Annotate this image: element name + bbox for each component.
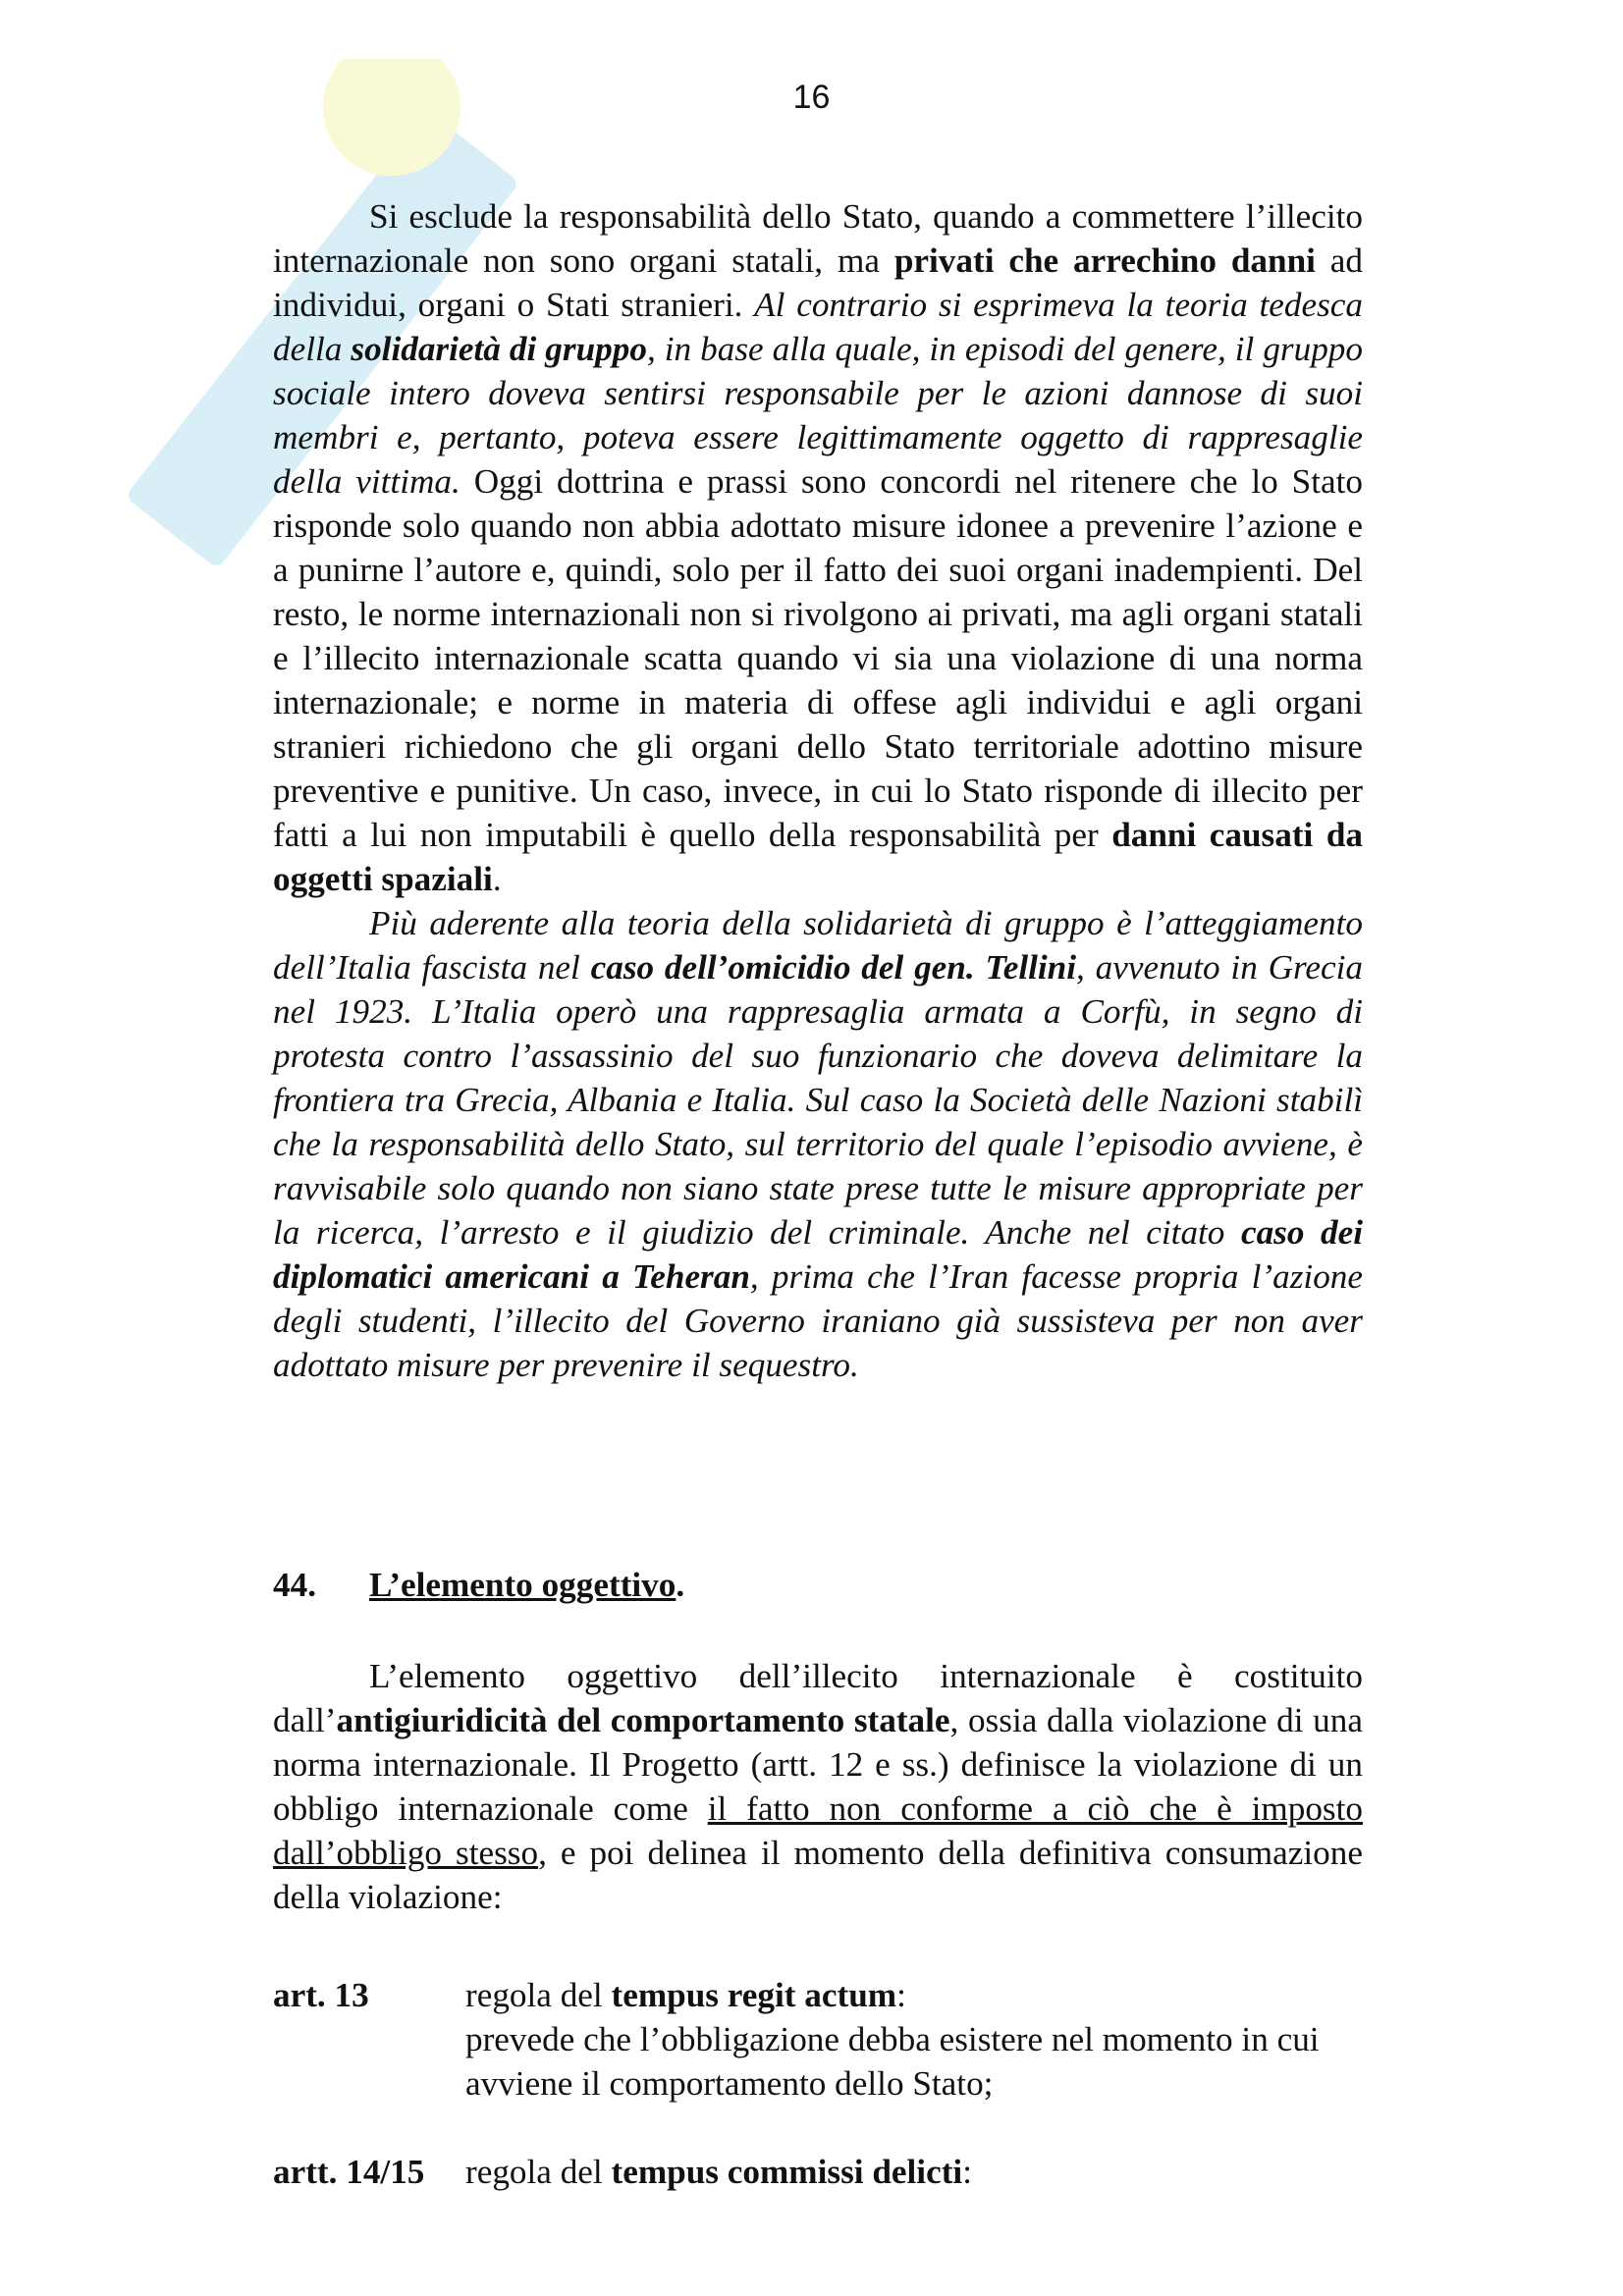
- italic-run: , prima che l’Iran facesse propria l’azione degli studenti, l’illecito del Governo iraniano già sussisteva per non aver adottato misure per prevenire il sequestro.: [273, 1257, 1363, 1384]
- paragraph-3: [273, 1654, 1363, 1919]
- page-number: 16: [792, 79, 831, 116]
- section-body: [273, 1654, 1363, 1919]
- bold-run: tempus regit actum: [611, 1976, 897, 2014]
- underlined-run: il fatto non conforme a ciò che è imposto dall’obbligo stesso: [273, 1789, 1364, 1872]
- text-run: prevede che l’obbligazione debba esistere nel momento in cui avviene il comportamento dello Stato;: [465, 2020, 1320, 2103]
- section-heading: [273, 1566, 684, 1605]
- text-run: ad individui, organi o Stati stranieri.: [273, 241, 1364, 324]
- section-number: 44.: [273, 1566, 316, 1604]
- paragraph-2: [273, 901, 1363, 1387]
- body-text: [273, 194, 1363, 1387]
- bold-run: antigiuridicità del comportamento statale: [336, 1701, 950, 1739]
- paragraph-1: [273, 194, 1363, 901]
- text-run: Si esclude la responsabilità dello Stato, quando a commettere l’illecito internazionale non sono organi statali, ma: [273, 197, 1363, 280]
- text-run: , e poi delinea il momento della definitiva consumazione della violazione:: [273, 1834, 1363, 1916]
- italic-run: , avvenuto in Grecia nel 1923. L’Italia operò una rappresaglia armata a Corfù, in segno di protesta contro l’assassinio del suo funzionario che doveva delimitare la frontiera tra Grecia, Albania e Italia. Sul caso la Società delle Nazioni stabilì che la responsabilità dello Stato, sul territorio del quale l’episodio avviene, è ravvisabile solo quando non siano state prese tutte le misure appropriate per la ricerca, l’arresto e il giudizio del criminale. Anche nel citato: [273, 948, 1364, 1252]
- italic-run: Al contrario si esprimeva la teoria tedesca della: [273, 286, 1363, 368]
- article-term: artt. 14/15: [273, 2153, 425, 2191]
- text-run: .: [492, 860, 502, 898]
- italic-run: Più aderente alla teoria della solidarietà di gruppo è l’atteggiamento dell’Italia fascista nel: [273, 904, 1363, 987]
- bold-italic-run: caso dei diplomatici americani a Teheran: [273, 1213, 1363, 1296]
- section-title: L’elemento oggettivo: [369, 1566, 676, 1604]
- bold-italic-run: caso dell’omicidio del gen. Tellini: [590, 948, 1077, 987]
- text-run: :: [962, 2153, 972, 2191]
- text-run: :: [896, 1976, 906, 2014]
- text-run: regola del: [465, 1976, 612, 2014]
- bold-run: tempus commissi delicti: [611, 2153, 963, 2191]
- text-run: regola del: [465, 2153, 612, 2191]
- text-run: , ossia dalla violazione di una norma internazionale. Il Progetto (artt. 12 e ss.) definisce la violazione di un obbligo internazionale come: [273, 1701, 1363, 1828]
- italic-run: , in base alla quale, in episodi del genere, il gruppo sociale intero doveva sentirsi responsabile per le azioni dannose di suoi membri e, pertanto, poteva essere legittimamente oggetto di rappresaglie della vittima.: [273, 330, 1363, 501]
- bold-run: danni causati da oggetti spaziali: [273, 816, 1363, 898]
- section-title-period: .: [676, 1566, 685, 1604]
- text-run: L’elemento oggettivo dell’illecito internazionale è costituito dall’: [273, 1657, 1363, 1739]
- text-run: Oggi dottrina e prassi sono concordi nel ritenere che lo Stato risponde solo quando non abbia adottato misure idonee a prevenire l’azione e a punirne l’autore e, quindi, solo per il fatto dei suoi organi inadempienti. Del resto, le norme internazionali non si rivolgono ai privati, ma agli organi statali e l’illecito internazionale scatta quando vi sia una violazione di una norma internazionale; e norme in materia di offese agli individui e agli organi stranieri richiedono che gli organi dello Stato territoriale adottino misure preventive e punitive. Un caso, invece, in cui lo Stato risponde di illecito per fatti a lui non imputabili è quello della responsabilità per: [273, 462, 1363, 854]
- article-term: art. 13: [273, 1976, 369, 2014]
- bold-italic-run: solidarietà di gruppo: [351, 330, 647, 368]
- article-description: [465, 1973, 1363, 2106]
- article-description: [465, 2150, 1363, 2194]
- bold-run: privati che arrechino danni: [893, 241, 1316, 280]
